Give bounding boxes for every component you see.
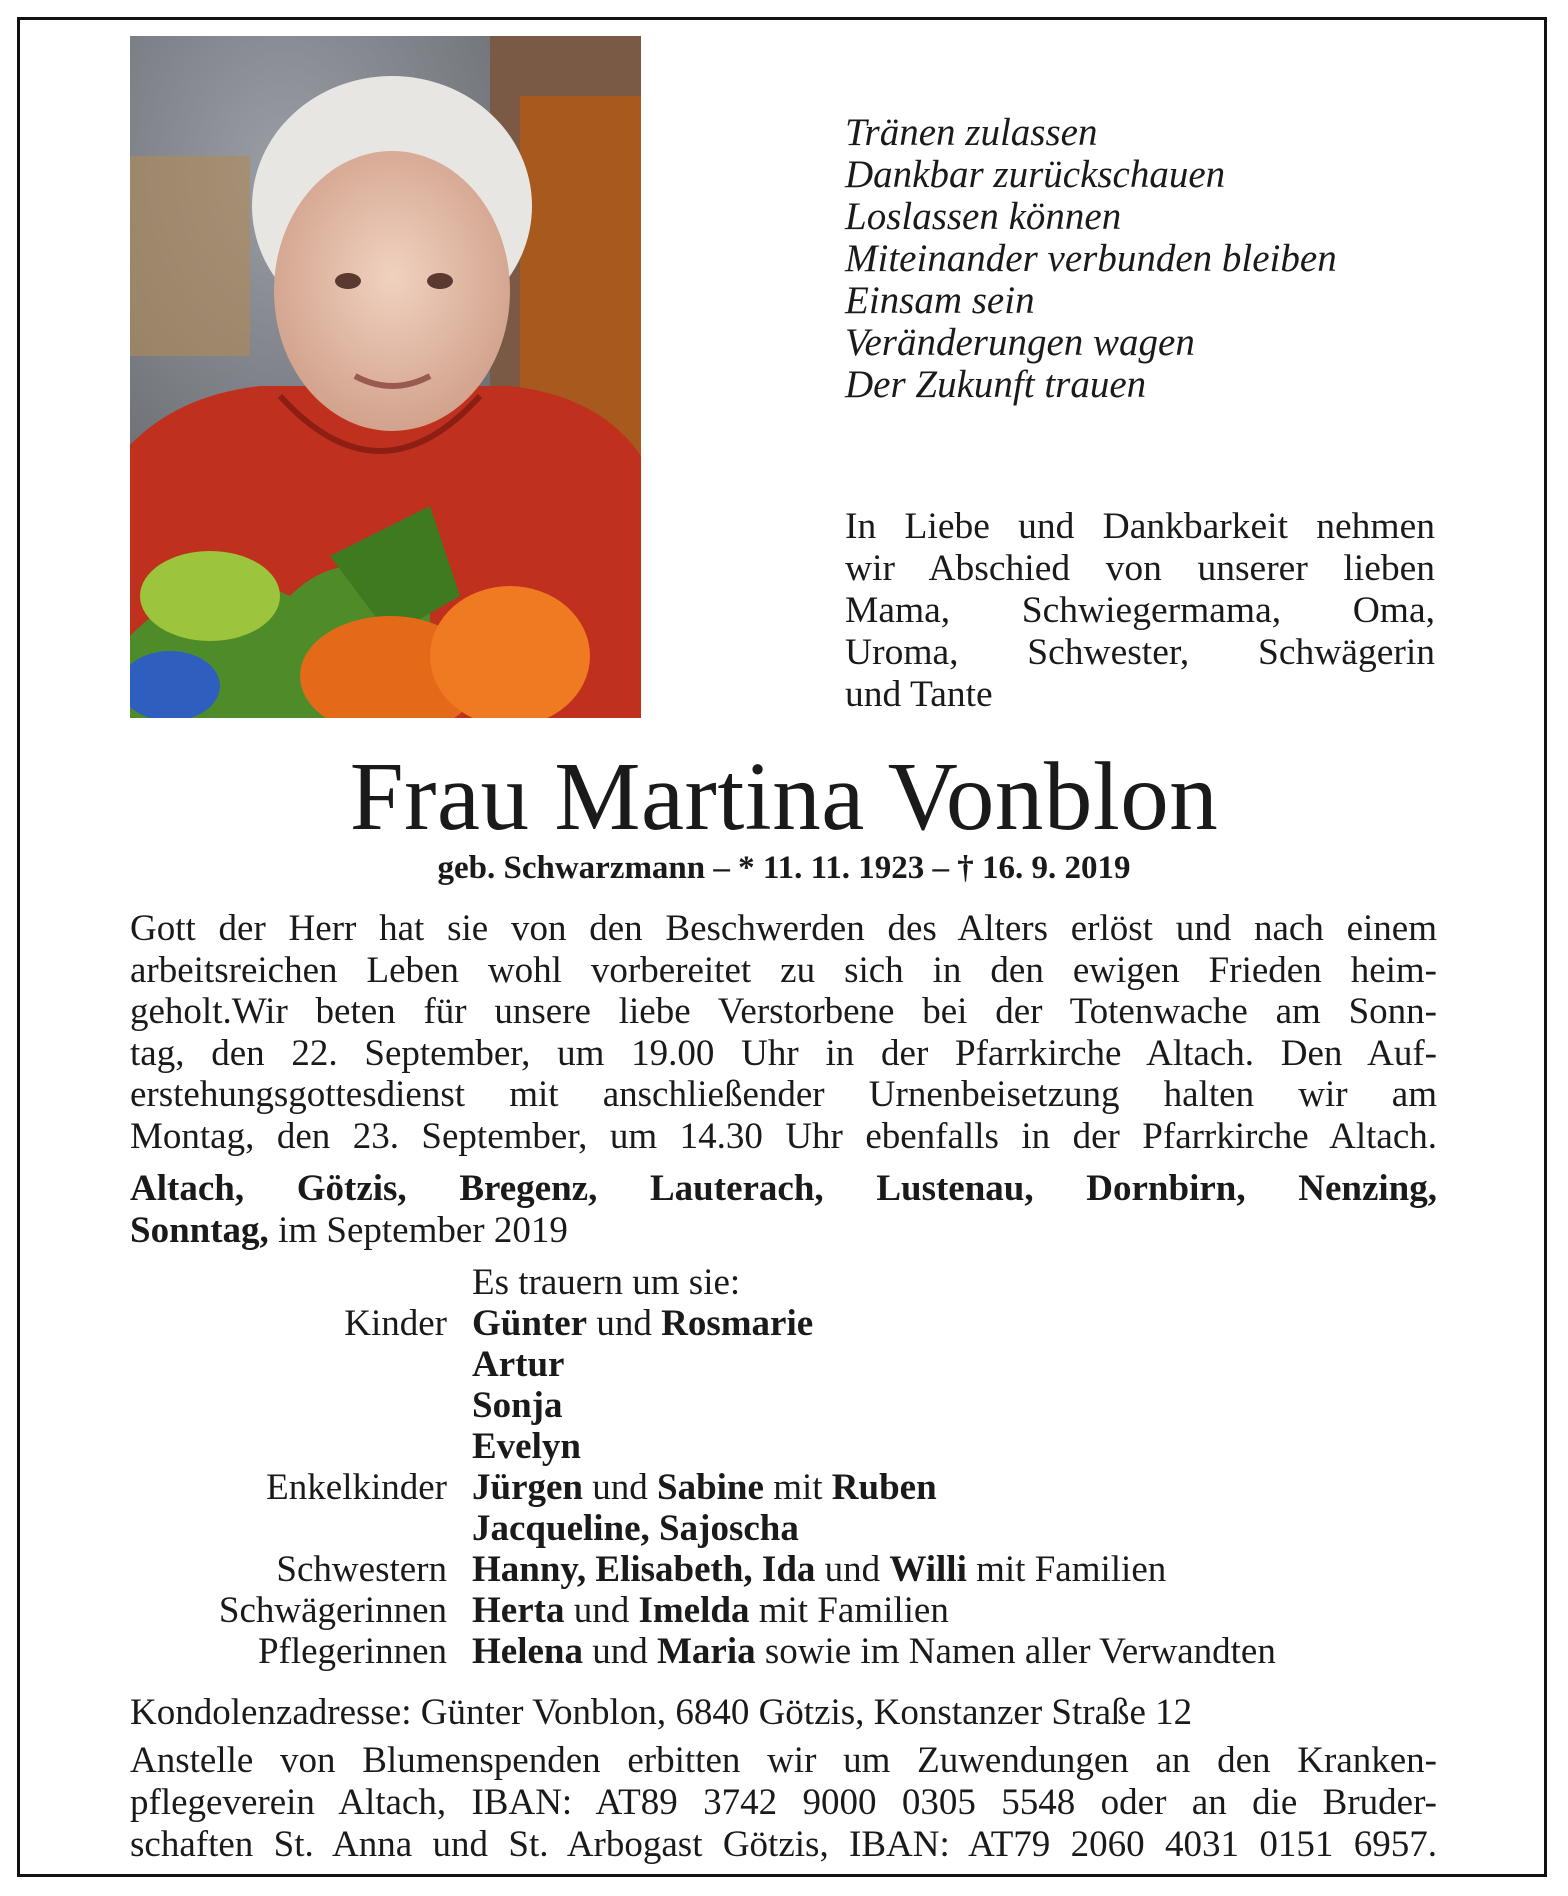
poem-line: Loslassen können	[845, 195, 1122, 238]
mourner-row: Schwestern Hanny, Elisabeth, Ida und Willi mit Familien	[130, 1549, 1450, 1590]
body-line: Gott der Herr hat sie von den Beschwerden des Alters erlöst und nach einem	[130, 908, 1437, 949]
intro-line: Uroma, Schwester, Schwägerin	[845, 632, 1435, 673]
intro-line: wir Abschied von unserer lieben	[845, 548, 1435, 589]
intro-line: Mama, Schwiegermama, Oma,	[845, 590, 1435, 631]
mourner-row: Artur	[472, 1344, 565, 1385]
maiden-name: geb. Schwarzmann	[437, 850, 706, 886]
mourners-heading-row	[130, 1262, 1450, 1303]
announcement-text	[130, 908, 1437, 1157]
poem-line: Dankbar zurückschauen	[845, 153, 1226, 196]
poem-line: Einsam sein	[845, 279, 1035, 322]
places-date	[130, 1168, 1437, 1252]
relation-label: Schwestern	[276, 1549, 447, 1590]
birth-death-line: geb. Schwarzmann – * 11. 11. 1923 – † 16. 9. 2019	[437, 850, 1131, 886]
death-date: † 16. 9. 2019	[957, 850, 1131, 886]
body-line: geholt.Wir beten für unsere liebe Verstorbene bei der Totenwache am Sonn-	[130, 991, 1437, 1032]
mourner-row: Jacqueline, Sajoscha	[472, 1508, 799, 1549]
donation-line: Anstelle von Blumenspenden erbitten wir um Zuwendungen an den Kranken-	[130, 1740, 1437, 1781]
poem-line: Veränderungen wagen	[845, 321, 1195, 364]
mourner-row: Kinder Günter und Rosmarie	[130, 1303, 1450, 1344]
intro-line: und Tante	[845, 674, 993, 715]
places-line: Altach, Götzis, Bregenz, Lauterach, Lustenau, Dornbirn, Nenzing,	[130, 1168, 1437, 1209]
poem-line: Miteinander verbunden bleiben	[845, 237, 1337, 280]
relation-label: Schwägerinnen	[218, 1590, 447, 1631]
mourner-row: Schwägerinnen Herta und Imelda mit Familien	[130, 1590, 1450, 1631]
portrait-photo	[130, 36, 641, 718]
condolence-address: Kondolenzadresse: Günter Vonblon, 6840 Götzis, Konstanzer Straße 12	[130, 1692, 1193, 1733]
mourners-list	[130, 1262, 1450, 1672]
birth-date: * 11. 11. 1923	[738, 850, 925, 886]
donation-line: pflegeverein Altach, IBAN: AT89 3742 9000 0305 5548 oder an die Bruder-	[130, 1782, 1437, 1823]
mourners-heading: Es trauern um sie:	[472, 1262, 741, 1303]
relation-label: Kinder	[344, 1303, 447, 1344]
poem-line: Tränen zulassen	[845, 111, 1098, 154]
mourner-row: Evelyn	[472, 1426, 581, 1467]
donation-line: schaften St. Anna und St. Arbogast Götzis, IBAN: AT79 2060 4031 0151 6957.	[130, 1824, 1437, 1865]
poem	[845, 112, 1337, 406]
mourner-row: Enkelkinder Jürgen und Sabine mit Ruben	[130, 1467, 1450, 1508]
relation-label: Pflegerinnen	[257, 1631, 447, 1672]
mourner-row: Sonja	[472, 1385, 563, 1426]
poem-line: Der Zukunft trauen	[845, 363, 1147, 406]
day-label: Sonntag,	[130, 1210, 269, 1251]
month-year: im September 2019	[268, 1210, 568, 1251]
intro-line: In Liebe und Dankbarkeit nehmen	[845, 506, 1435, 547]
relation-label: Enkelkinder	[266, 1467, 447, 1508]
body-line: arbeitsreichen Leben wohl vorbereitet zu sich in den ewigen Frieden heim-	[130, 949, 1437, 991]
donation-note	[130, 1740, 1437, 1866]
body-line: tag, den 22. September, um 19.00 Uhr in der Pfarrkirche Altach. Den Auf-	[130, 1032, 1437, 1074]
body-line: erstehungsgottesdienst mit anschließender Urnenbeisetzung halten wir am	[130, 1074, 1437, 1115]
body-line: Montag, den 23. September, um 14.30 Uhr ebenfalls in der Pfarrkirche Altach.	[130, 1115, 1437, 1157]
mourner-row: Pflegerinnen Helena und Maria sowie im Namen aller Verwandten	[130, 1631, 1450, 1672]
intro-text	[845, 506, 1435, 716]
deceased-name: Frau Martina Vonblon	[349, 743, 1219, 850]
